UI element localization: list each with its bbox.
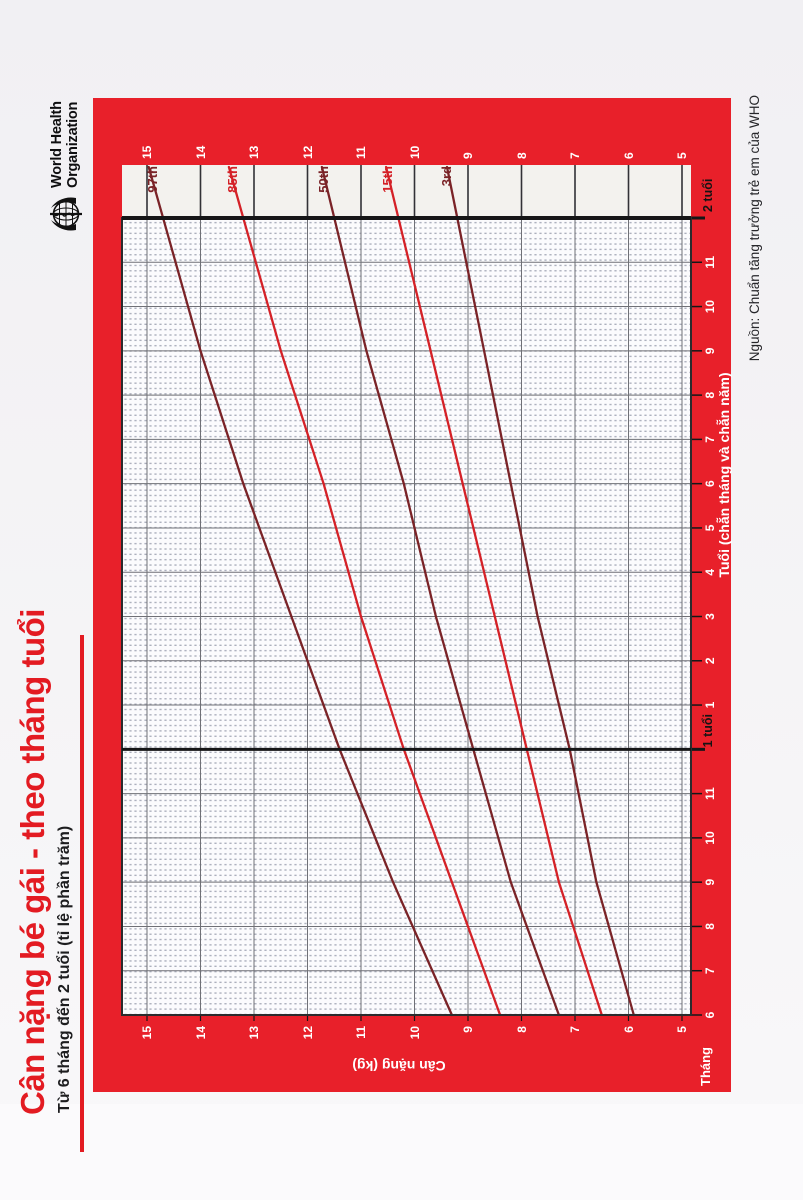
who-logo-line2: Organization bbox=[65, 101, 81, 188]
x-tick-label-month: 2 bbox=[703, 657, 717, 665]
y-tick-label-left: 8 bbox=[514, 1026, 529, 1033]
y-tick-label-right: 14 bbox=[193, 145, 208, 159]
x-tick-label-year: 2 tuổi bbox=[701, 178, 715, 212]
y-tick-label-right: 5 bbox=[675, 152, 689, 159]
x-tick-label-month: 3 bbox=[703, 613, 717, 620]
percentile-label-3rd: 3rd bbox=[439, 166, 455, 187]
x-tick-label-month: 1 bbox=[703, 701, 717, 709]
y-tick-label-right: 7 bbox=[568, 152, 582, 159]
x-tick-label-year: 1 tuổi bbox=[701, 714, 715, 748]
y-tick-label-right: 15 bbox=[140, 145, 154, 159]
month-axis-row-label: Tháng bbox=[698, 1047, 713, 1086]
source-note: Nguồn: Chuẩn tăng trưởng trẻ em của WHO bbox=[747, 95, 762, 362]
y-tick-label-left: 9 bbox=[461, 1026, 475, 1033]
x-tick-label-month: 11 bbox=[703, 787, 717, 800]
x-tick-label-month: 9 bbox=[703, 878, 717, 886]
x-tick-label-month: 8 bbox=[703, 391, 717, 399]
x-tick-label-month: 4 bbox=[703, 568, 717, 576]
x-tick-label-month: 7 bbox=[703, 436, 717, 443]
y-tick-label-left: 6 bbox=[621, 1026, 636, 1033]
x-tick-label-month: 8 bbox=[703, 923, 717, 930]
x-tick-label-month: 7 bbox=[703, 967, 717, 975]
percentile-label-97th: 97th bbox=[145, 166, 161, 193]
x-tick-label-month: 6 bbox=[703, 480, 717, 488]
x-tick-label-month: 10 bbox=[703, 299, 717, 314]
x-tick-label-month: 9 bbox=[703, 347, 717, 355]
growth-chart-plot bbox=[93, 98, 731, 1092]
y-tick-label-right: 6 bbox=[621, 152, 636, 159]
who-emblem-icon bbox=[46, 194, 86, 234]
y-tick-label-left: 13 bbox=[247, 1026, 261, 1040]
y-axis-title: Cân nặng (kg) bbox=[352, 1058, 446, 1074]
y-tick-label-right: 9 bbox=[461, 152, 475, 159]
y-tick-label-right: 11 bbox=[354, 146, 368, 159]
who-logo bbox=[46, 101, 86, 234]
percentile-label-band bbox=[122, 165, 691, 218]
y-tick-label-left: 15 bbox=[140, 1026, 154, 1040]
x-axis-title: Tuổi (chẵn tháng và chẵn năm) bbox=[716, 372, 732, 578]
y-tick-label-left: 14 bbox=[193, 1026, 208, 1040]
x-tick-label-month: 11 bbox=[703, 255, 717, 269]
y-tick-label-left: 7 bbox=[568, 1026, 582, 1033]
x-tick-label-month: 5 bbox=[703, 524, 717, 532]
y-tick-label-right: 8 bbox=[514, 152, 529, 159]
percentile-label-50th: 50th bbox=[316, 166, 332, 193]
y-tick-label-left: 5 bbox=[675, 1026, 689, 1033]
x-tick-label-month: 10 bbox=[703, 831, 717, 845]
y-tick-label-left: 12 bbox=[300, 1026, 315, 1040]
y-tick-label-left: 10 bbox=[407, 1026, 422, 1040]
percentile-label-15th: 15th bbox=[380, 166, 396, 193]
y-tick-label-left: 11 bbox=[354, 1026, 368, 1039]
y-tick-label-right: 13 bbox=[247, 145, 261, 159]
who-logo-line1: World Health bbox=[49, 101, 66, 188]
y-tick-label-right: 10 bbox=[407, 145, 422, 159]
page-subtitle: Từ 6 tháng đến 2 tuổi (tỉ lệ phần trăm) bbox=[56, 825, 73, 1113]
title-underline bbox=[80, 635, 84, 1152]
page-title: Cân nặng bé gái - theo tháng tuổi bbox=[14, 609, 51, 1115]
y-tick-label-right: 12 bbox=[300, 145, 315, 159]
percentile-label-85th: 85th bbox=[225, 166, 241, 193]
x-tick-label-month: 6 bbox=[703, 1011, 717, 1019]
